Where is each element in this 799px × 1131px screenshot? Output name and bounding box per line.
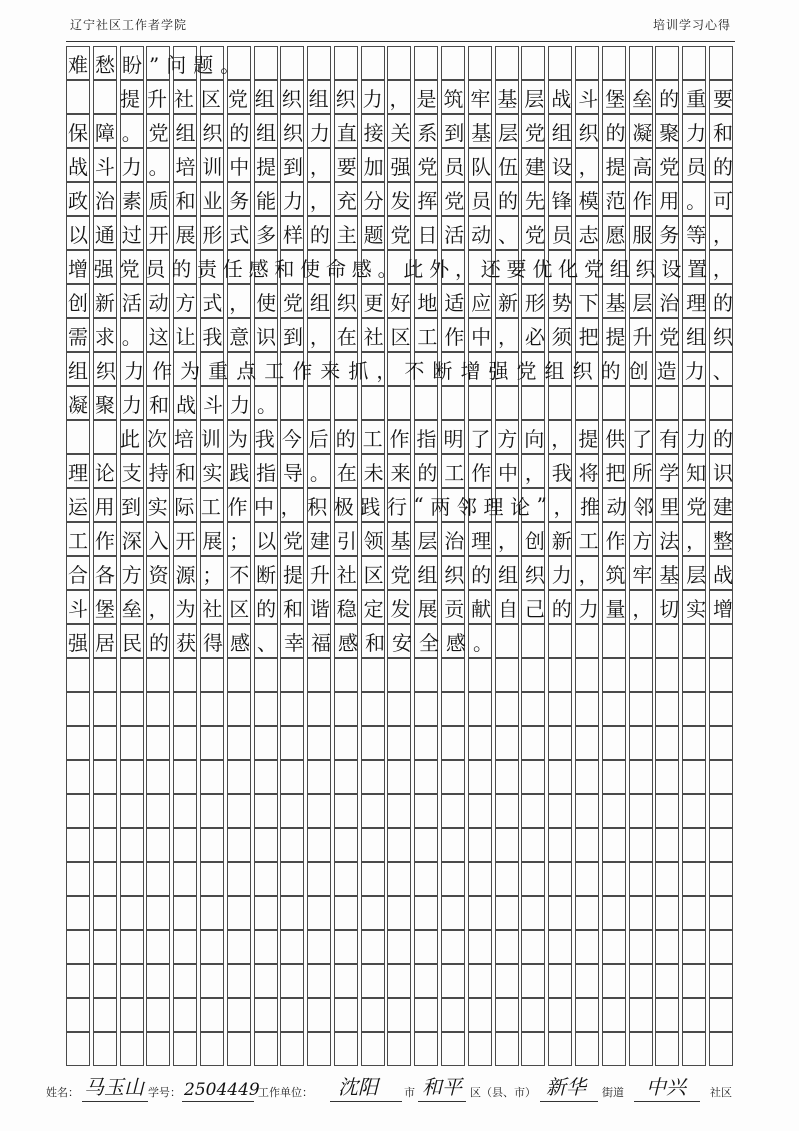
community-underline [634,1101,700,1102]
essay-line: 工 作 深 入 开 展 ； 以 党 建 引 领 基 层 治 理 ， 创 新 工 作 方 法 ， 整 [68,528,733,553]
community-value: 中兴 [646,1075,686,1099]
grid-row [66,862,735,896]
grid-row [66,80,735,114]
grid-row [66,692,735,726]
grid-row [66,998,735,1032]
grid-row [66,828,735,862]
grid-row [66,488,735,522]
grid-row [66,522,735,556]
grid-row [66,46,735,80]
header-divider [66,41,735,42]
document-type-header: 培训学习心得 [652,18,731,32]
city-suffix: 市 [404,1086,415,1099]
grid-row [66,896,735,930]
essay-line: 提 升 社 区 党 组 织 组 织 力 ， 是 筑 牢 基 层 战 斗 堡 垒 的 重 要 [120,86,733,111]
essay-line: 难愁盼”问题。 [68,52,248,77]
grid-writing-sheet [66,46,735,1066]
essay-line: 斗 堡 垒 ， 为 社 区 的 和 谐 稳 定 发 展 贡 献 自 己 的 力 量 ， 切 实 增 [68,596,733,621]
grid-row [66,386,735,420]
work-unit-label: 工作单位： [258,1086,313,1099]
grid-row [66,930,735,964]
essay-line: 理 论 支 持 和 实 践 指 导 。 在 未 来 的 工 作 中 ， 我 将 把 所 学 知 识 [68,460,733,485]
grid-row [66,590,735,624]
grid-row [66,794,735,828]
student-id-value: 2504449 [184,1080,260,1100]
grid-row [66,216,735,250]
grid-row [66,964,735,998]
district-suffix: 区（县、市） [470,1086,536,1099]
grid-row [66,454,735,488]
street-underline [540,1101,598,1102]
grid-row [66,1032,735,1066]
grid-row [66,420,735,454]
essay-line: 增 强 党 员 的 责 任 感 和 使 命 感 。 此 外 ， 还 要 优 化 党 组 织 设 置 ， [68,256,733,281]
essay-line: 合 各 方 资 源 ； 不 断 提 升 社 区 党 组 织 的 组 织 力 ， 筑 牢 基 层 战 [68,562,733,587]
essay-line: 此 次 培 训 为 我 今 后 的 工 作 指 明 了 方 向 ， 提 供 了 有 力 的 [120,426,733,451]
grid-row [66,284,735,318]
name-value: 马玉山 [84,1075,144,1099]
essay-line: 以 通 过 开 展 形 式 多 样 的 主 题 党 日 活 动 、 党 员 志 愿 服 务 等 ， [68,222,733,247]
essay-line: 政 治 素 质 和 业 务 能 力 ， 充 分 发 挥 党 员 的 先 锋 模 范 作 用 。 可 [68,188,733,213]
grid-row [66,318,735,352]
city-value: 沈阳 [338,1075,378,1099]
street-value: 新华 [546,1075,586,1099]
essay-line: 需 求 。 这 让 我 意 识 到 ， 在 社 区 工 作 中 ， 必 须 把 提 升 党 组 织 [68,324,733,349]
essay-line: 保 障 。 党 组 织 的 组 织 力 直 接 关 系 到 基 层 党 组 织 的 凝 聚 力 和 [68,120,733,145]
grid-row [66,658,735,692]
name-label: 姓名： [46,1086,79,1099]
student-id-label: 学号： [148,1086,181,1099]
grid-row [66,114,735,148]
city-underline [330,1101,402,1102]
grid-row [66,148,735,182]
grid-row [66,556,735,590]
essay-line: 创 新 活 动 方 式 ， 使 党 组 织 更 好 地 适 应 新 形 势 下 基 层 治 理 的 [68,290,733,315]
essay-line: 凝聚力和战斗力。 [68,392,284,417]
essay-line: 战 斗 力 。 培 训 中 提 到 ， 要 加 强 党 员 队 伍 建 设 ， 提 高 党 员 的 [68,154,733,179]
grid-row [66,726,735,760]
essay-line: 组 织 力 作 为 重 点 工 作 来 抓 ， 不 断 增 强 党 组 织 的 创 造 力 、 [68,358,733,383]
community-suffix: 社区 [710,1086,732,1099]
essay-line: 强居民的获得感、幸福感和安全感。 [68,630,500,655]
institution-header: 辽宁社区工作者学院 [70,18,188,32]
grid-row [66,250,735,284]
street-suffix: 街道 [602,1086,624,1099]
district-underline [418,1101,466,1102]
id-underline [182,1101,254,1102]
district-value: 和平 [422,1075,462,1099]
grid-row [66,624,735,658]
name-underline [82,1101,148,1102]
essay-line: 运 用 到 实 际 工 作 中 ， 积 极 践 行 “ 两 邻 理 论 ” ， 推 动 邻 里 党 建 [68,493,733,519]
grid-row [66,352,735,386]
grid-row [66,760,735,794]
grid-row [66,182,735,216]
signature-footer [46,1076,746,1106]
